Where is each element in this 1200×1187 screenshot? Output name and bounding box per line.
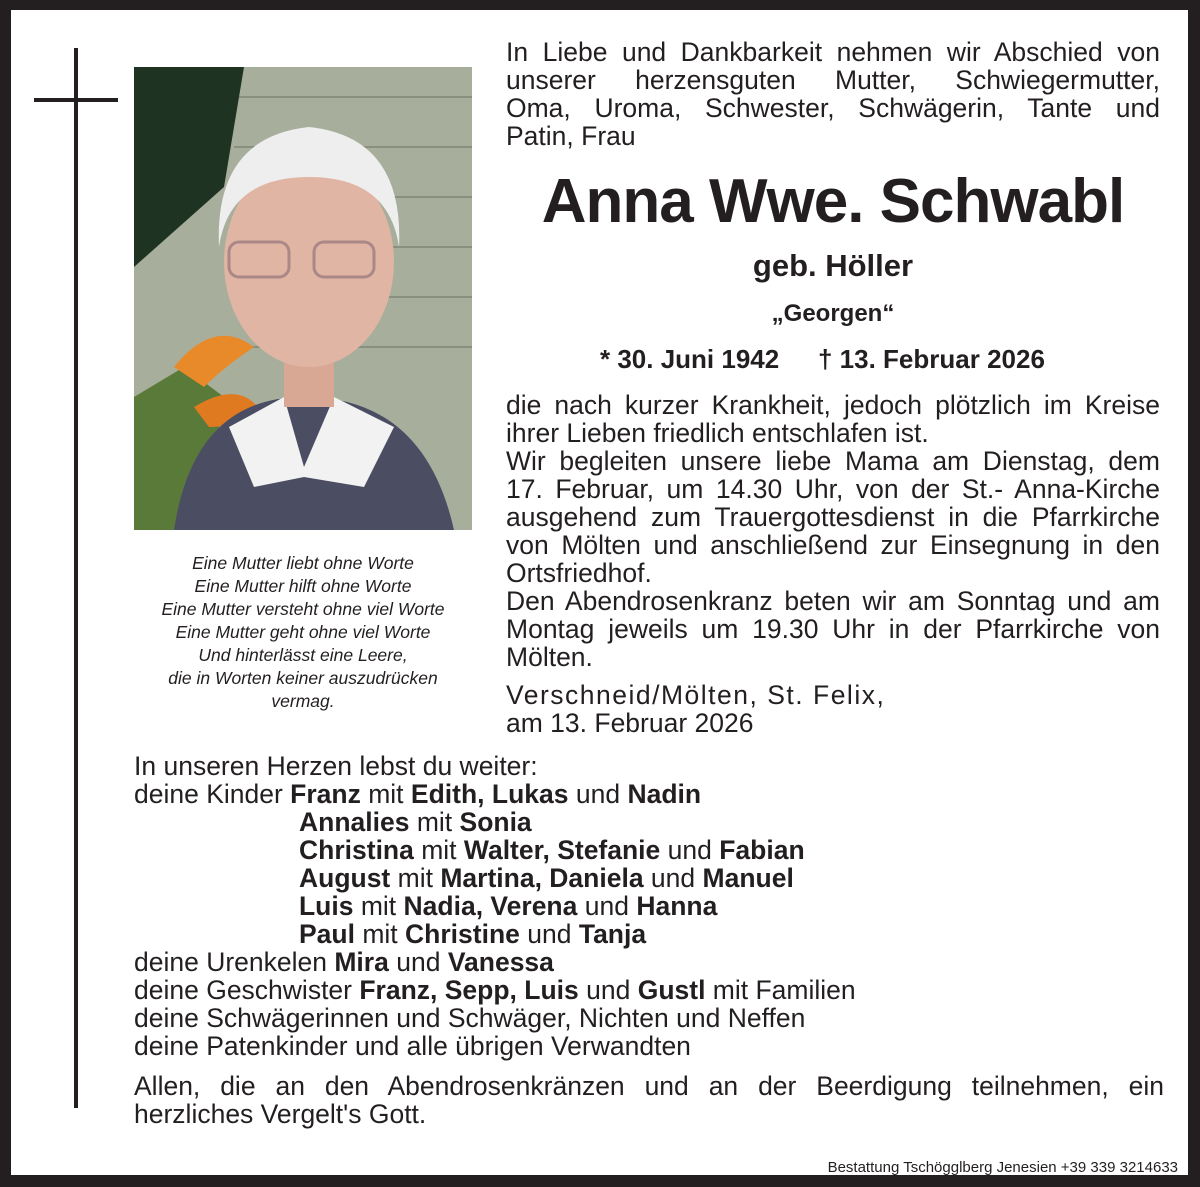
family-row <box>134 864 1164 892</box>
poem-line: die in Worten keiner auszudrücken <box>168 668 438 688</box>
family-relation: deine Geschwister <box>134 975 360 1005</box>
family-connector: mit <box>354 919 406 949</box>
funeral-home-footer: Bestattung Tschögglberg Jenesien +39 339 3214633 <box>827 1159 1178 1176</box>
family-member-name: Walter, Stefanie <box>463 835 661 865</box>
portrait-photo <box>134 67 472 530</box>
family-connector: mit <box>360 779 411 809</box>
family-relation: deine Kinder <box>134 779 291 809</box>
family-relation: deine Schwägerinnen und Schwäger, Nichten und Neffen <box>134 1003 806 1033</box>
place: Verschneid/Mölten, St. Felix, <box>506 680 886 710</box>
family-row <box>134 976 1164 1004</box>
family-member-name: Vanessa <box>447 947 554 977</box>
family-member-name: Tanja <box>578 919 647 949</box>
body-line: 17. Februar, um 14.30 Uhr, von der St.- Anna-Kirche <box>506 474 1160 504</box>
family-connector: und <box>577 891 637 921</box>
family-relation: deine Patenkinder und alle übrigen Verwandten <box>134 1031 691 1061</box>
announcement-body <box>506 391 1160 737</box>
family-connector: mit Familien <box>705 975 856 1005</box>
body-line: Den Abendrosenkranz beten wir am Sonntag und am <box>506 586 1160 616</box>
deceased-name: Anna Wwe. Schwabl <box>541 167 1125 236</box>
family-members <box>134 780 1164 1060</box>
family-relation: deine Urenkelen <box>134 947 335 977</box>
poem-line: Eine Mutter liebt ohne Worte <box>192 553 414 573</box>
intro-line: Patin, Frau <box>506 121 636 151</box>
date: am 13. Februar 2026 <box>506 708 754 738</box>
family-row <box>134 920 1164 948</box>
family-member-name: Paul <box>299 919 355 949</box>
family-connector: mit <box>413 835 464 865</box>
nickname: „Georgen“ <box>771 300 895 327</box>
family-row <box>134 808 1164 836</box>
family-connector: und <box>578 975 638 1005</box>
thanks-line: Allen, die an den Abendrosenkränzen und an der Beerdigung teilnehmen, ein <box>134 1071 1164 1101</box>
thanks <box>134 1072 1164 1128</box>
family-row <box>134 892 1164 920</box>
family-connector: mit <box>409 807 460 837</box>
body-line: Mölten. <box>506 642 593 672</box>
family-connector: mit <box>353 891 404 921</box>
body-line: Ortsfriedhof. <box>506 558 652 588</box>
body-line: ihrer Lieben friedlich entschlafen ist. <box>506 418 929 448</box>
body-line: ausgehend zum Trauergottesdienst in die Pfarrkirche <box>506 502 1160 532</box>
poem-line: Eine Mutter geht ohne viel Worte <box>175 622 431 642</box>
poem-line: vermag. <box>271 691 335 711</box>
poem <box>134 552 472 713</box>
family-member-name: Annalies <box>299 807 410 837</box>
family-member-name: Mira <box>334 947 389 977</box>
body-line: Wir begleiten unsere liebe Mama am Dienstag, dem <box>506 446 1160 476</box>
body-line: Montag jeweils um 19.30 Uhr in der Pfarrkirche von <box>506 614 1160 644</box>
family-member-name: Edith, Lukas <box>410 779 569 809</box>
family-connector: und <box>568 779 628 809</box>
family-member-name: Christina <box>299 835 414 865</box>
family-member-name: Martina, Daniela <box>440 863 644 893</box>
family-member-name: Sonia <box>459 807 532 837</box>
family-connector: mit <box>390 863 441 893</box>
body-line: die nach kurzer Krankheit, jedoch plötzlich im Kreise <box>506 390 1160 420</box>
poem-line: Eine Mutter versteht ohne viel Worte <box>161 599 445 619</box>
family-member-name: Franz, Sepp, Luis <box>359 975 579 1005</box>
family-member-name: Franz <box>290 779 361 809</box>
family-row <box>134 948 1164 976</box>
family-member-name: Nadin <box>627 779 702 809</box>
death-date: † 13. Februar 2026 <box>818 344 1045 374</box>
intro <box>506 38 1160 150</box>
family-connector: und <box>519 919 579 949</box>
family-member-name: Hanna <box>636 891 718 921</box>
family-row <box>134 836 1164 864</box>
poem-line: Eine Mutter hilft ohne Worte <box>194 576 412 596</box>
family-member-name: Gustl <box>637 975 706 1005</box>
birth-date: * 30. Juni 1942 <box>600 344 780 374</box>
thanks-line: herzliches Vergelt's Gott. <box>134 1099 427 1129</box>
family-member-name: August <box>299 863 391 893</box>
family-row <box>134 780 1164 808</box>
family-connector: und <box>388 947 448 977</box>
body-line: von Mölten und anschließend zur Einsegnung in den <box>506 530 1160 560</box>
family-member-name: Fabian <box>719 835 805 865</box>
cross-icon <box>74 48 78 1108</box>
family-member-name: Nadia, Verena <box>403 891 578 921</box>
intro-line: unserer herzensguten Mutter, Schwiegermutter, <box>506 65 1160 95</box>
intro-line: Oma, Uroma, Schwester, Schwägerin, Tante und <box>506 93 1160 123</box>
family-list <box>134 752 1164 1128</box>
family-connector: und <box>643 863 703 893</box>
poem-line: Und hinterlässt eine Leere, <box>198 645 408 665</box>
family-heading: In unseren Herzen lebst du weiter: <box>134 751 538 781</box>
family-member-name: Manuel <box>702 863 794 893</box>
maiden-name: geb. Höller <box>752 248 914 283</box>
family-row <box>134 1004 1164 1032</box>
cross-icon-bar <box>34 98 118 102</box>
family-member-name: Christine <box>405 919 520 949</box>
family-member-name: Luis <box>299 891 354 921</box>
family-connector: und <box>660 835 720 865</box>
intro-line: In Liebe und Dankbarkeit nehmen wir Abschied von <box>506 37 1160 67</box>
family-row <box>134 1032 1164 1060</box>
